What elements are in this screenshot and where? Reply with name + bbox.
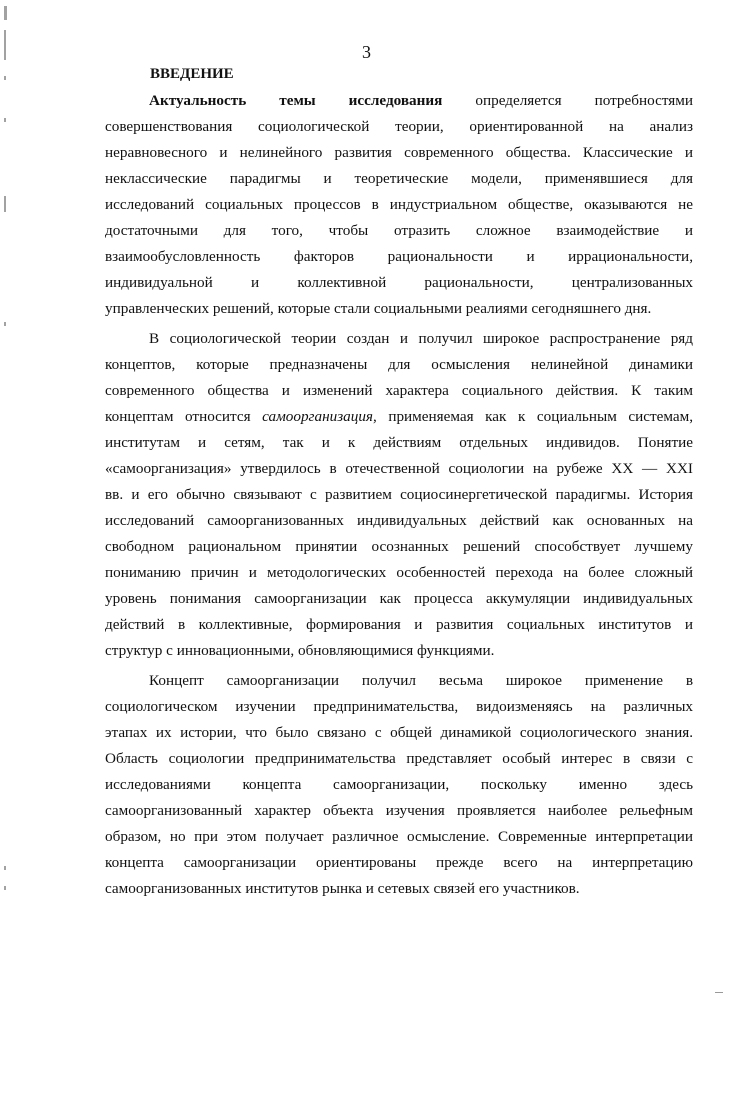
text-line: вв. и его обычно связывают с развитием социосинергетической парадигмы. История: [105, 486, 693, 503]
text-line: неклассические парадигмы и теоретические модели, применявшиеся для: [105, 170, 693, 187]
text-line: образом, но при этом получает различное осмысление. Современные интерпретации: [105, 828, 693, 845]
document-body: [105, 88, 693, 906]
section-heading: ВВЕДЕНИЕ: [150, 66, 234, 82]
text-line: исследований самоорганизованных индивидуальных действий как основанных на: [105, 512, 693, 529]
text-line: совершенствования социологической теории, ориентированной на анализ: [105, 118, 693, 135]
bold-term: Актуальность темы исследования: [149, 92, 443, 109]
text-line: Концепт самоорганизации получил весьма широкое применение в: [149, 672, 693, 689]
italic-term: самоорганизация: [262, 408, 373, 425]
text-line: Актуальность темы исследования определяется потребностями: [149, 92, 693, 109]
text-line: уровень понимания самоорганизации как процесса аккумуляции индивидуальных: [105, 590, 693, 607]
text-line: институтам и сетям, так и к действиям отдельных индивидов. Понятие: [105, 434, 693, 451]
scan-artifact: [4, 886, 6, 890]
text-line: взаимообусловленность факторов рациональности и иррациональности,: [105, 248, 693, 265]
text-line: этапах их истории, что было связано с общей динамикой социологического знания.: [105, 724, 693, 741]
page-number: 3: [362, 42, 371, 62]
text-line: действий в коллективные, формирования и развития социальных институтов и: [105, 616, 693, 633]
text-line: достаточными для того, чтобы отразить сложное взаимодействие и: [105, 222, 693, 239]
scan-artifact: [715, 992, 723, 993]
text-line: исследованиями концепта самоорганизации, поскольку именно здесь: [105, 776, 693, 793]
scan-artifact: [4, 866, 6, 870]
text-line: управленческих решений, которые стали социальными реалиями сегодняшнего дня.: [105, 300, 652, 317]
scan-artifact: [4, 118, 6, 122]
text-line: концептов, которые предназначены для осмысления нелинейной динамики: [105, 356, 693, 373]
scan-artifact: [4, 30, 6, 60]
text-line: структур с инновационными, обновляющимися функциями.: [105, 642, 495, 659]
text-line: пониманию причин и методологических особенностей перехода на более сложный: [105, 564, 693, 581]
text-line: самоорганизованных институтов рынка и сетевых связей его участников.: [105, 880, 580, 897]
scan-artifact: [4, 76, 6, 80]
text-line: Область социологии предпринимательства представляет особый интерес в связи с: [105, 750, 693, 767]
text-line: В социологической теории создан и получил широкое распространение ряд: [149, 330, 693, 347]
scan-artifact: [4, 6, 7, 20]
paragraph-1: [105, 88, 693, 322]
paragraph-3: [105, 668, 693, 902]
text-line: исследований социальных процессов в индустриальном обществе, оказываются не: [105, 196, 693, 213]
scan-artifact: [4, 196, 6, 212]
text-line: концептам относится самоорганизация, применяемая как к социальным системам,: [105, 408, 693, 425]
text-line: социологическом изучении предпринимательства, видоизменяясь на различных: [105, 698, 693, 715]
text-line: «самоорганизация» утвердилось в отечественной социологии на рубеже XX — XXI: [105, 460, 693, 477]
text-line: индивидуальной и коллективной рациональности, централизованных: [105, 274, 693, 291]
text-line: неравновесного и нелинейного развития современного общества. Классические и: [105, 144, 693, 161]
text-line: самоорганизованный характер объекта изучения проявляется наиболее рельефным: [105, 802, 693, 819]
text-line: концепта самоорганизации ориентированы прежде всего на интерпретацию: [105, 854, 693, 871]
paragraph-2: [105, 326, 693, 664]
text-line: свободном рациональном принятии осознанных решений способствует лучшему: [105, 538, 693, 555]
scan-artifact: [4, 322, 6, 326]
text-line: современного общества и изменений характера социального действия. К таким: [105, 382, 693, 399]
